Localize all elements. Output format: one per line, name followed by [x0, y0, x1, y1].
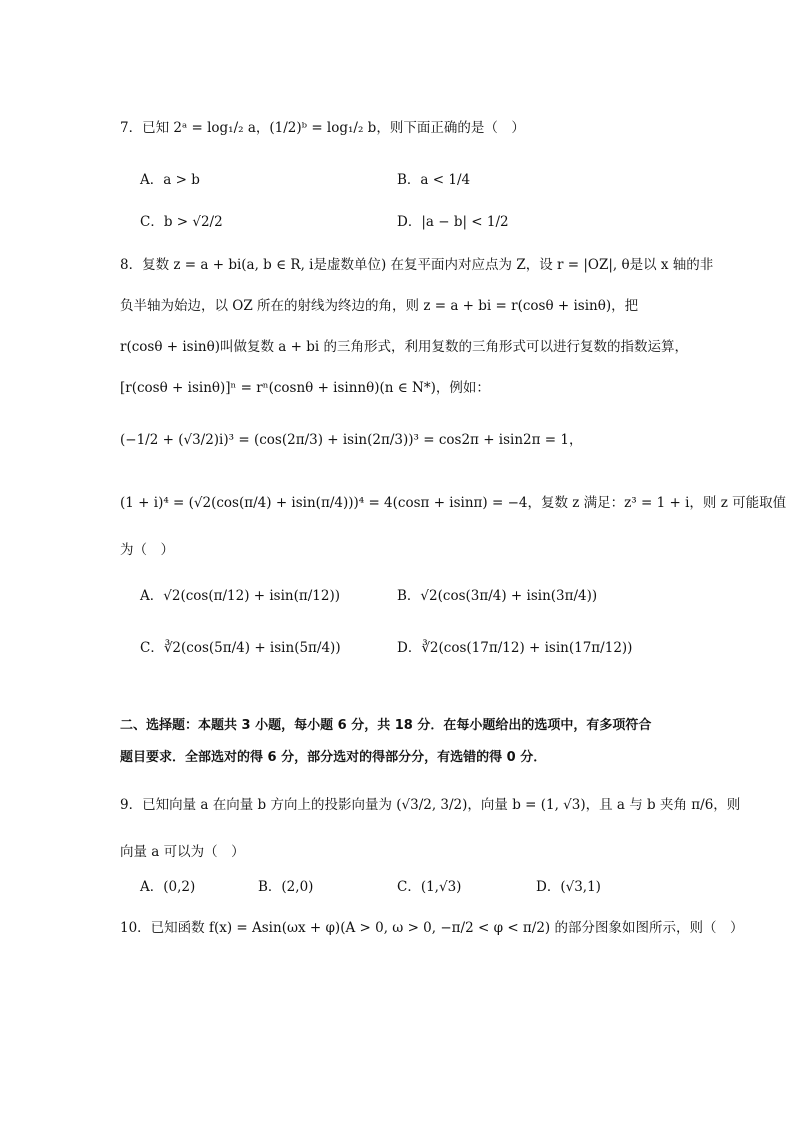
q8-option-d: D．∛2(cos(17π/12) + isin(17π/12)) — [397, 640, 633, 656]
q8-line-6: (1 + i)⁴ = (√2(cos(π/4) + isin(π/4)))⁴ = 4(cosπ + isinπ) = −4，复数 z 满足：z³ = 1 + i，则 z 可能取值 — [120, 495, 787, 511]
section-2-heading-line-1: 二、选择题：本题共 3 小题，每小题 6 分，共 18 分．在每小题给出的选项中，有多项符合 — [120, 718, 652, 733]
q7-option-c: C．b > √2/2 — [140, 214, 223, 230]
q8-option-c: C．∛2(cos(5π/4) + isin(5π/4)) — [140, 640, 341, 656]
q7-option-b: B．a < 1/4 — [397, 172, 471, 188]
section-2-heading-line-2: 题目要求．全部选对的得 6 分，部分选对的得部分分，有选错的得 0 分． — [120, 750, 547, 765]
q8-line-3: r(cosθ + isinθ)叫做复数 a + bi 的三角形式，利用复数的三角形式可以进行复数的指数运算， — [120, 339, 688, 355]
q9-option-d: D．(√3,1) — [536, 879, 601, 895]
q8-option-a: A．√2(cos(π/12) + isin(π/12)) — [140, 588, 341, 604]
q8-line-2: 负半轴为始边，以 OZ 所在的射线为终边的角，则 z = a + bi = r(cosθ + isinθ)，把 — [120, 298, 639, 314]
q8-line-4: [r(cosθ + isinθ)]ⁿ = rⁿ(cosnθ + isinnθ)(n ∈ N*)，例如： — [120, 380, 490, 396]
q9-option-c: C．(1,√3) — [397, 879, 462, 895]
q7-stem: 7．已知 2ᵃ = log₁/₂ a，(1/2)ᵇ = log₁/₂ b，则下面正确的是（ ） — [120, 120, 525, 136]
q9-option-b: B．(2,0) — [258, 879, 314, 895]
q9-line-2: 向量 a 可以为（ ） — [120, 844, 245, 860]
q8-line-7: 为（ ） — [120, 542, 174, 558]
q8-line-1: 8．复数 z = a + bi(a, b ∈ R, i是虚数单位) 在复平面内对应点为 Z，设 r = |OZ|, θ是以 x 轴的非 — [120, 257, 714, 273]
q7-option-d: D．|a − b| < 1/2 — [397, 214, 509, 230]
q7-option-a: A．a > b — [140, 172, 200, 188]
q8-line-5: (−1/2 + (√3/2)i)³ = (cos(2π/3) + isin(2π/3))³ = cos2π + isin2π = 1， — [120, 432, 583, 448]
q9-option-a: A．(0,2) — [140, 879, 196, 895]
q8-option-b: B．√2(cos(3π/4) + isin(3π/4)) — [397, 588, 598, 604]
q10-stem: 10．已知函数 f(x) = Asin(ωx + φ)(A > 0, ω > 0, −π/2 < φ < π/2) 的部分图象如图所示，则（ ） — [120, 920, 744, 936]
q9-line-1: 9．已知向量 a 在向量 b 方向上的投影向量为 (√3/2, 3/2)，向量 b = (1, √3)，且 a 与 b 夹角 π/6，则 — [120, 797, 741, 813]
